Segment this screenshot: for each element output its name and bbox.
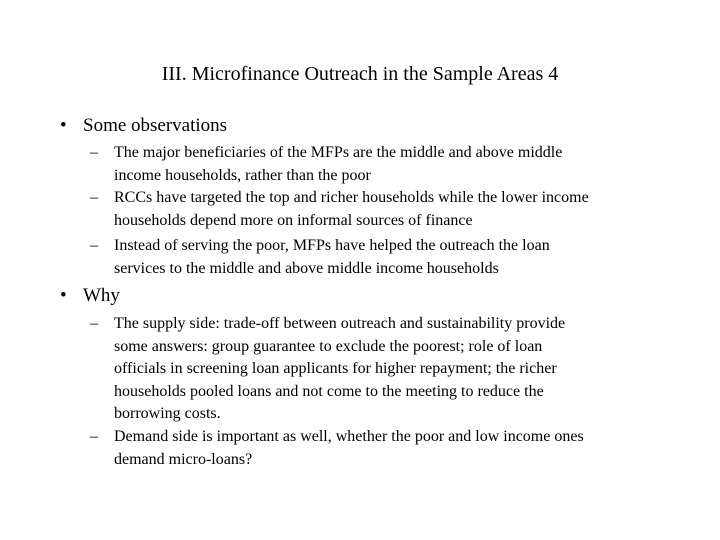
sub-item-text: Demand side is important as well, whether the poor and low income ones demand micro-loans? (114, 428, 584, 468)
dash-marker: – (90, 428, 98, 445)
sub-item-text: Instead of serving the poor, MFPs have helped the outreach the loan services to the middle and above middle income households (114, 237, 550, 277)
sub-item-text: The supply side: trade-off between outreach and sustainability provide some answers: group guarantee to exclude the poorest; role of loan officials in screening loan applicants for higher repayment; the richer households pooled loans and not come to the meeting to reduce the borrowing costs. (114, 315, 566, 422)
slide-title: III. Microfinance Outreach in the Sample Areas 4 (161, 63, 559, 85)
bullet-label: Some observations (83, 115, 228, 136)
bullet-marker: • (60, 285, 67, 306)
dash-marker: – (90, 144, 98, 161)
bullet-marker: • (60, 115, 67, 136)
bullet-label: Why (83, 285, 120, 306)
dash-marker: – (90, 189, 98, 206)
sub-item-text: RCCs have targeted the top and richer households while the lower income households depend more on informal sources of finance (114, 189, 589, 229)
sub-item-text: The major beneficiaries of the MFPs are the middle and above middle income households, rather than the poor (114, 144, 563, 184)
dash-marker: – (90, 315, 98, 332)
dash-marker: – (90, 237, 98, 254)
